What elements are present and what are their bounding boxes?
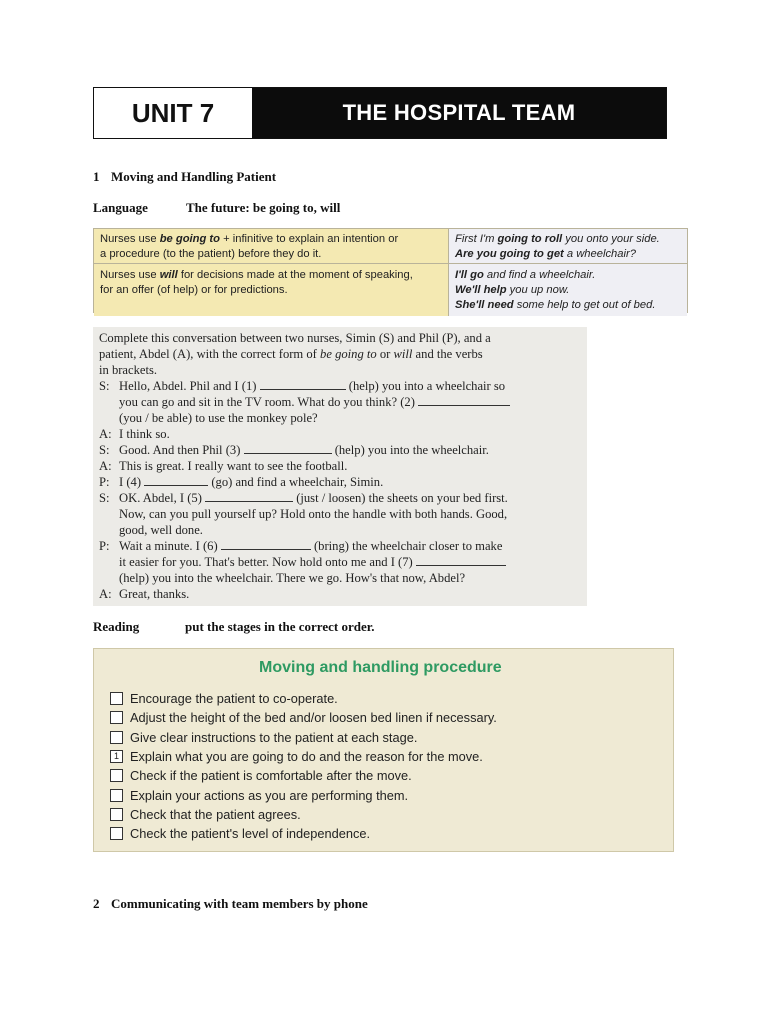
order-checkbox[interactable] — [110, 789, 123, 802]
speaker-label: P: — [99, 475, 110, 489]
procedure-list — [110, 689, 497, 843]
example-keyword: going to roll — [497, 233, 563, 245]
rule-keyword: will — [159, 269, 178, 281]
answer-blank-2[interactable] — [418, 394, 510, 406]
example-line — [455, 268, 681, 283]
unit-header — [93, 87, 667, 139]
procedure-step-text: Explain what you are going to do and the reason for the move. — [130, 749, 483, 765]
dialogue-text: Great, thanks. — [119, 587, 190, 601]
answer-blank-7[interactable] — [416, 554, 506, 566]
example-keyword: ll need — [478, 299, 514, 311]
dialogue-line — [99, 522, 581, 538]
list-item — [110, 747, 497, 766]
order-checkbox[interactable] — [110, 731, 123, 744]
unit-title: THE HOSPITAL TEAM — [252, 88, 666, 138]
instruction-text: in brackets. — [99, 363, 158, 377]
exercise-instructions — [99, 330, 581, 378]
dialogue-text: (help) you into a wheelchair so — [345, 379, 506, 393]
speaker-label — [99, 506, 119, 522]
reading-label: Reading — [93, 619, 140, 634]
dialogue-text: (just / loosen) the sheets on your bed first. — [293, 491, 508, 505]
dialogue-text: OK. Abdel, I (5) — [119, 491, 206, 505]
reading-row — [93, 619, 375, 635]
dialogue-line — [99, 586, 581, 602]
dialogue-text: Wait a minute. I (6) — [119, 539, 221, 553]
speaker-label — [99, 554, 119, 570]
answer-blank-3[interactable] — [244, 442, 332, 454]
order-checkbox[interactable] — [110, 827, 123, 840]
instruction-keyword: be going to — [320, 347, 377, 361]
instruction-keyword: will — [393, 347, 413, 361]
example-keyword: I' — [455, 269, 461, 281]
language-label: Language — [93, 200, 148, 215]
dialogue-text: good, well done. — [119, 523, 203, 537]
procedure-box — [93, 648, 674, 852]
speaker-label — [99, 570, 119, 586]
dialogue-line — [99, 458, 581, 474]
example-line — [455, 283, 681, 298]
order-checkbox[interactable] — [110, 808, 123, 821]
speaker-label: S: — [99, 491, 110, 505]
section-2-title: Communicating with team members by phone — [111, 896, 368, 911]
example-text: First I'm — [455, 233, 498, 245]
example-text: some help to get out of bed. — [513, 299, 656, 311]
example-line — [455, 247, 681, 262]
list-item — [110, 728, 497, 747]
dialogue-line — [99, 378, 581, 394]
dialogue-text: (you / be able) to use the monkey pole? — [119, 411, 318, 425]
dialogue-text: you can go and sit in the TV room. What do you think? (2) — [119, 395, 419, 409]
instruction-text: and the verbs — [412, 347, 483, 361]
speaker-label: S: — [99, 379, 110, 393]
dialogue-line — [99, 474, 581, 490]
table-cell-will-examples — [449, 264, 687, 316]
rule-text: + infinitive to explain an intention or — [219, 233, 399, 245]
dialogue-line — [99, 426, 581, 442]
procedure-step-text: Encourage the patient to co-operate. — [130, 691, 338, 707]
dialogue-text: (bring) the wheelchair closer to make — [310, 539, 503, 553]
answer-blank-4[interactable] — [144, 474, 208, 486]
procedure-step-text: Adjust the height of the bed and/or loosen bed linen if necessary. — [130, 710, 497, 726]
instruction-text: patient, Abdel (A), with the correct form of — [99, 347, 321, 361]
section-1-number: 1 — [93, 169, 100, 184]
instruction-text: or — [376, 347, 394, 361]
speaker-label: A: — [99, 587, 112, 601]
list-item — [110, 805, 497, 824]
dialogue-line — [99, 410, 581, 426]
example-keyword: She' — [455, 299, 479, 311]
list-item — [110, 689, 497, 708]
dialogue-text: I (4) — [119, 475, 145, 489]
example-line — [455, 232, 681, 247]
reading-instruction: put the stages in the correct order. — [185, 619, 375, 634]
speaker-label: A: — [99, 459, 112, 473]
order-checkbox[interactable]: 1 — [110, 750, 123, 763]
rule-keyword: be going to — [159, 233, 220, 245]
example-keyword: ll help — [474, 284, 507, 296]
dialogue-text: (help) you into the wheelchair. — [331, 443, 489, 457]
order-checkbox[interactable] — [110, 769, 123, 782]
language-table — [93, 228, 688, 313]
dialogue-text: Hello, Abdel. Phil and I (1) — [119, 379, 260, 393]
procedure-step-text: Explain your actions as you are performing them. — [130, 787, 409, 803]
table-cell-going-to-examples — [449, 229, 687, 264]
example-keyword: ll go — [460, 269, 484, 281]
speaker-label — [99, 394, 119, 410]
list-item — [110, 785, 497, 804]
list-item — [110, 766, 497, 785]
dialogue-line — [99, 490, 581, 506]
example-text: and find a wheelchair. — [483, 269, 596, 281]
section-2-number: 2 — [93, 896, 100, 911]
dialogue-text: I think so. — [119, 427, 170, 441]
dialogue-text: This is great. I really want to see the football. — [119, 459, 348, 473]
example-keyword: going to get — [499, 248, 564, 260]
procedure-title: Moving and handling procedure — [259, 659, 502, 676]
instruction-text: Complete this conversation between two nurses, Simin (S) and Phil (P), and a — [99, 331, 491, 345]
rule-text: for an offer (of help) or for predictions. — [100, 284, 288, 296]
example-keyword: Are you — [455, 248, 500, 260]
example-text: you onto your side. — [562, 233, 660, 245]
rule-text: Nurses use — [100, 233, 160, 245]
speaker-label: S: — [99, 443, 110, 457]
list-item — [110, 824, 497, 843]
speaker-label: P: — [99, 539, 110, 553]
rule-text: a procedure (to the patient) before they do it. — [100, 248, 322, 260]
dialogue-line — [99, 538, 581, 554]
order-checkbox[interactable] — [110, 692, 123, 705]
language-row — [93, 200, 340, 216]
unit-label: UNIT 7 — [94, 88, 252, 138]
dialogue-line — [99, 506, 581, 522]
answer-blank-5[interactable] — [205, 490, 293, 502]
dialogue-text: (help) you into the wheelchair. There we go. How's that now, Abdel? — [119, 571, 466, 585]
example-text: you up now. — [506, 284, 570, 296]
speaker-label — [99, 522, 119, 538]
order-checkbox[interactable] — [110, 711, 123, 724]
procedure-step-text: Check that the patient agrees. — [130, 806, 301, 822]
dialogue-line — [99, 554, 581, 570]
dialogue-text: Good. And then Phil (3) — [119, 443, 244, 457]
section-1-title: Moving and Handling Patient — [111, 169, 277, 184]
dialogue-text: (go) and find a wheelchair, Simin. — [208, 475, 384, 489]
section-2-heading — [93, 896, 368, 912]
section-1-heading — [93, 169, 276, 185]
exercise-box — [93, 327, 587, 606]
language-topic: The future: be going to, will — [186, 200, 341, 215]
procedure-step-text: Check if the patient is comfortable after the move. — [130, 768, 412, 784]
dialogue-text: Now, can you pull yourself up? Hold onto the handle with both hands. Good, — [119, 507, 508, 521]
dialogue-line — [99, 394, 581, 410]
dialogue-line — [99, 442, 581, 458]
table-cell-will-rule — [94, 264, 449, 316]
dialogue-line — [99, 570, 581, 586]
rule-text: for decisions made at the moment of speaking, — [177, 269, 413, 281]
example-text: a wheelchair? — [563, 248, 636, 260]
procedure-step-text: Give clear instructions to the patient at each stage. — [130, 729, 418, 745]
speaker-label: A: — [99, 427, 112, 441]
example-line — [455, 298, 681, 313]
procedure-step-text: Check the patient's level of independence. — [130, 826, 371, 842]
rule-text: Nurses use — [100, 269, 160, 281]
example-keyword: We' — [455, 284, 475, 296]
speaker-label — [99, 410, 119, 426]
answer-blank-6[interactable] — [221, 538, 311, 550]
table-cell-going-to-rule — [94, 229, 449, 264]
list-item — [110, 708, 497, 727]
dialogue-text: it easier for you. That's better. Now hold onto me and I (7) — [119, 555, 416, 569]
answer-blank-1[interactable] — [260, 378, 346, 390]
